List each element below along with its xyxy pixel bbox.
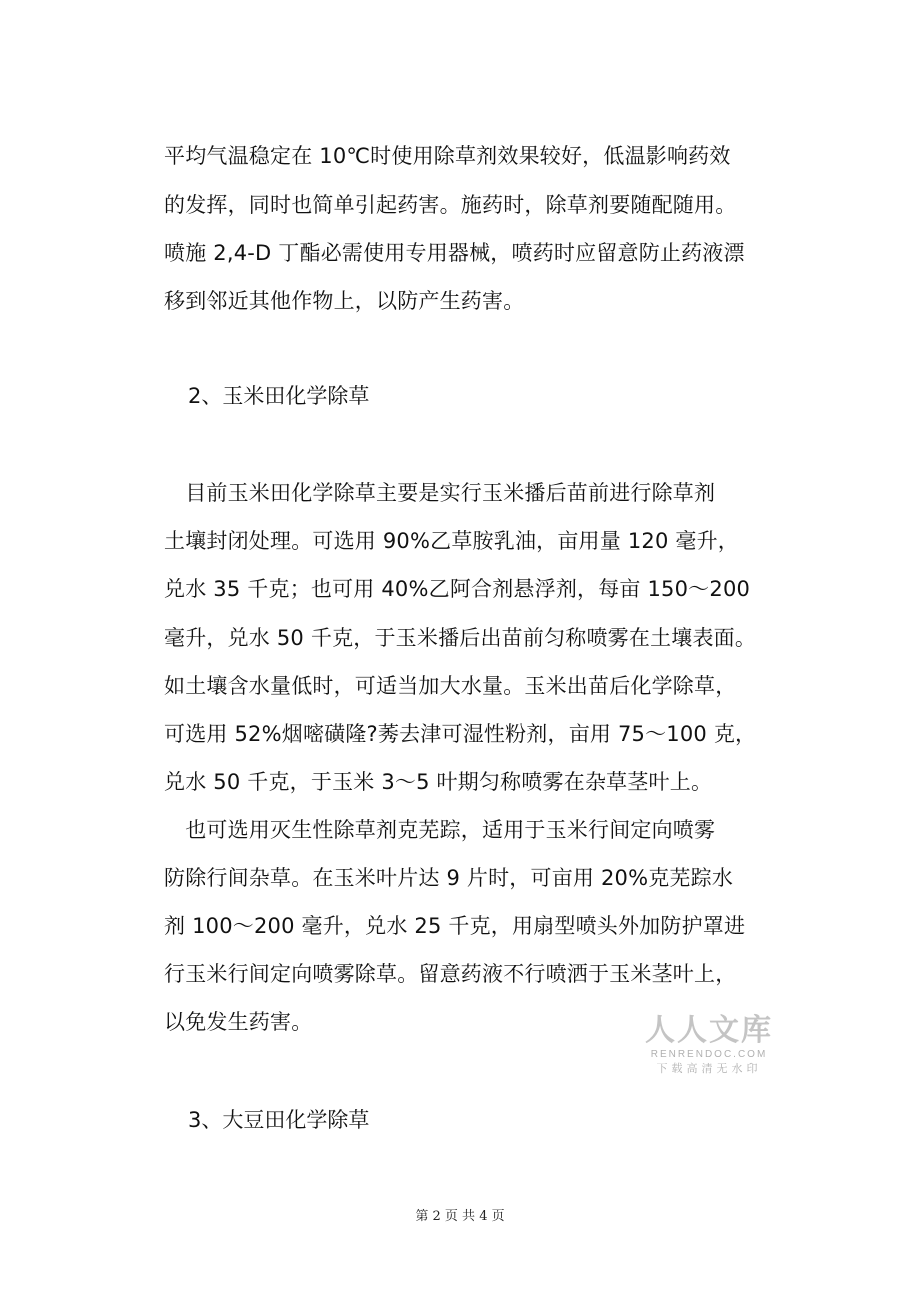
paragraph-line: 移到邻近其他作物上，以防产生药害。 [164, 289, 525, 313]
paragraph-line: 兑水 35 千克；也可用 40%乙阿合剂悬浮剂，每亩 150～200 [164, 577, 751, 601]
watermark-domain: RENRENDOC.COM [650, 1049, 768, 1060]
paragraph-line: 兑水 50 千克，于玉米 3～5 叶期匀称喷雾在杂草茎叶上。 [164, 770, 713, 794]
paragraph-line: 如土壤含水量低时，可适当加大水量。玉米出苗后化学除草， [164, 674, 737, 698]
paragraph-line: 以免发生药害。 [164, 1010, 313, 1034]
paragraph-line: 的发挥，同时也简单引起药害。施药时，除草剂要随配随用。 [164, 193, 737, 217]
paragraph-line: 喷施 2,4-D 丁酯必需使用专用器械，喷药时应留意防止药液漂 [164, 241, 745, 265]
watermark-title: 人人文库 [645, 1013, 773, 1048]
section-heading-soybean: 3、大豆田化学除草 [188, 1108, 370, 1132]
watermark-logo [644, 1014, 774, 1076]
paragraph-line: 也可选用灭生性除草剂克芜踪，适用于玉米行间定向喷雾 [164, 818, 716, 842]
section-heading-corn: 2、玉米田化学除草 [188, 384, 370, 408]
paragraph-line: 可选用 52%烟嘧磺隆?莠去津可湿性粉剂，亩用 75～100 克， [164, 722, 757, 746]
paragraph-line: 防除行间杂草。在玉米叶片达 9 片时，可亩用 20%克芜踪水 [164, 866, 734, 890]
paragraph-line: 土壤封闭处理。可选用 90%乙草胺乳油，亩用量 120 毫升， [164, 529, 739, 553]
paragraph-line: 平均气温稳定在 10℃时使用除草剂效果较好，低温影响药效 [164, 144, 731, 168]
page-footer: 第 2 页 共 4 页 [415, 1209, 505, 1224]
paragraph-line: 剂 100～200 毫升，兑水 25 千克，用扇型喷头外加防护罩进 [164, 914, 746, 938]
paragraph-line: 目前玉米田化学除草主要是实行玉米播后苗前进行除草剂 [164, 481, 716, 505]
paragraph-line: 行玉米行间定向喷雾除草。留意药液不行喷洒于玉米茎叶上， [164, 962, 737, 986]
watermark-subtitle: 下载高清无水印 [656, 1062, 762, 1075]
paragraph-line: 毫升，兑水 50 千克，于玉米播后出苗前匀称喷雾在土壤表面。 [164, 626, 757, 650]
